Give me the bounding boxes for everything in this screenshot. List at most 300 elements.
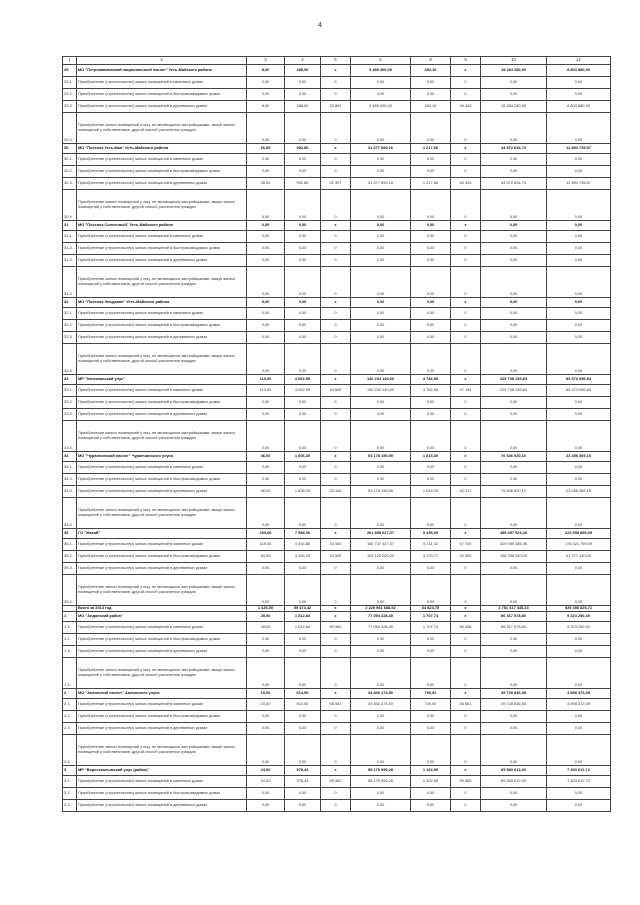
value-cell: 53 178 150,95 [351, 486, 411, 498]
description-cell: Всего за 2014 год [77, 606, 247, 612]
value-cell: 288,50 [285, 65, 321, 77]
column-header: 9 [451, 57, 481, 65]
value-cell: 0 [451, 113, 481, 144]
row-number-cell: 35.2. [63, 551, 77, 563]
value-cell: 0,00 [481, 734, 547, 765]
value-cell: 614,50 [285, 688, 321, 698]
description-cell: Приобретение (строительство) жилых помещений в каменных домах [77, 385, 247, 397]
description-cell: Приобретение (строительство) жилых помещений в быстровозводимых домах [77, 320, 247, 332]
value-cell: 0,00 [547, 498, 611, 529]
value-cell: 0,00 [411, 190, 451, 221]
value-cell: 0,00 [247, 255, 285, 267]
row-number-cell: 31.1. [63, 231, 77, 243]
value-cell: 34 830 474,50 [351, 688, 411, 698]
value-cell: 1 217,66 [411, 178, 451, 190]
value-cell: 0,00 [351, 113, 411, 144]
table-row [63, 154, 611, 166]
value-cell: 0,00 [411, 113, 451, 144]
value-cell: 0,00 [481, 320, 547, 332]
value-cell: 0,00 [285, 320, 321, 332]
row-number-cell: 2.3. [63, 722, 77, 734]
description-cell: Приобретение (строительство) жилых помещений в деревянных домах [77, 722, 247, 734]
value-cell: 0,00 [285, 498, 321, 529]
value-cell: 0,00 [351, 77, 411, 89]
table-row [63, 77, 611, 89]
row-number-cell: 29.4. [63, 113, 77, 144]
value-cell: 0,00 [547, 474, 611, 486]
value-cell: 0,00 [481, 89, 547, 101]
description-cell: Приобретение (строительство) жилых помещений в деревянных домах [77, 799, 247, 811]
value-cell: 0,00 [411, 166, 451, 178]
value-cell: 0 [451, 166, 481, 178]
value-cell: 0,00 [547, 320, 611, 332]
value-cell: 0,00 [481, 344, 547, 375]
value-cell: 7 403 612,72 [547, 775, 611, 787]
value-cell: 0,00 [547, 344, 611, 375]
value-cell: 140 234 140,00 [351, 385, 411, 397]
value-cell: 8 803 880,30 [547, 101, 611, 113]
value-cell: 0 [451, 89, 481, 101]
value-cell: 40 443 [451, 101, 481, 113]
row-number-cell: 32.2. [63, 320, 77, 332]
value-cell: 0,00 [481, 722, 547, 734]
table-row [63, 267, 611, 298]
row-number-cell: 34.1. [63, 462, 77, 474]
value-cell: 0,00 [285, 113, 321, 144]
value-cell: 452,10 [411, 101, 451, 113]
value-cell: 0 [451, 563, 481, 575]
value-cell: 0,00 [411, 799, 451, 811]
value-cell: 0,00 [481, 308, 547, 320]
value-cell: 0,00 [547, 633, 611, 645]
description-cell: ГО "Жатай" [77, 529, 247, 539]
description-cell: Приобретение (строительство) жилых помещений в каменных домах [77, 462, 247, 474]
value-cell: 47 194 [451, 385, 481, 397]
value-cell: 0,00 [247, 221, 285, 231]
municipality-row [63, 144, 611, 154]
value-cell: 0 [321, 657, 351, 688]
value-cell: 0,00 [547, 710, 611, 722]
value-cell: 288,50 [285, 101, 321, 113]
value-cell: 18 284 280,30 [481, 101, 547, 113]
value-cell: 34 440 [321, 539, 351, 551]
description-cell: Приобретение (строительство) жилых помещений в быстровозводимых домах [77, 89, 247, 101]
table-row [63, 698, 611, 710]
municipality-row [63, 688, 611, 698]
value-cell: 0,00 [411, 332, 451, 344]
table-row [63, 409, 611, 421]
description-cell: МО "Поселок Усть-Мая" Усть-Майского района [77, 144, 247, 154]
value-cell: 0,00 [351, 332, 411, 344]
value-cell: 0 [451, 267, 481, 298]
value-cell: 0,00 [411, 320, 451, 332]
value-cell: 0,00 [351, 645, 411, 657]
value-cell: 0,00 [547, 255, 611, 267]
table-row [63, 166, 611, 178]
row-number-cell: 3 [63, 765, 77, 775]
value-cell: x [451, 606, 481, 612]
value-cell: 0,00 [351, 734, 411, 765]
value-cell: 0,00 [481, 409, 547, 421]
value-cell: 86 317 578,80 [481, 621, 547, 633]
value-cell: 0,00 [481, 474, 547, 486]
value-cell: 84,00 [247, 551, 285, 563]
value-cell: 4 062,55 [285, 385, 321, 397]
value-cell: 0,00 [247, 575, 285, 606]
description-cell: Приобретение (строительство) жилых помещений в деревянных домах [77, 255, 247, 267]
value-cell: 0 [321, 255, 351, 267]
value-cell: 0 [321, 89, 351, 101]
value-cell: 0,00 [547, 243, 611, 255]
value-cell: 0,00 [247, 298, 285, 308]
value-cell: 0,00 [481, 563, 547, 575]
description-cell: Приобретение жилых помещений у лиц, не являющихся застройщиками, выкуп жилых помещений у собственников, другой способ расселения граждан [77, 267, 247, 298]
value-cell: 0,00 [285, 563, 321, 575]
value-cell: 0,00 [351, 320, 411, 332]
value-cell: 0,00 [247, 166, 285, 178]
value-cell: 225 708 136,84 [481, 385, 547, 397]
value-cell: 0,00 [411, 77, 451, 89]
value-cell: 0,00 [285, 734, 321, 765]
value-cell: 4 782,56 [411, 385, 451, 397]
value-cell: 203,00 [247, 529, 285, 539]
value-cell: 19,00 [247, 688, 285, 698]
row-number-cell: 31.4. [63, 267, 77, 298]
column-header: 3 [247, 57, 285, 65]
value-cell: 1 512,84 [285, 621, 321, 633]
value-cell: 8 803 880,30 [547, 65, 611, 77]
value-cell: 76 636 520,10 [481, 452, 547, 462]
value-cell: 485 457 523,46 [481, 529, 547, 539]
value-cell: 44 572 634,73 [481, 144, 547, 154]
value-cell: 24,00 [247, 765, 285, 775]
value-cell: 1 102,95 [411, 775, 451, 787]
value-cell: 19,00 [247, 698, 285, 710]
value-cell: 0,00 [351, 462, 411, 474]
value-cell: 0 [321, 787, 351, 799]
value-cell: 7 589,06 [285, 529, 321, 539]
row-number-cell: 29.2. [63, 89, 77, 101]
value-cell: 28,00 [247, 611, 285, 621]
value-cell: 0 [451, 308, 481, 320]
value-cell: 4 782,56 [411, 375, 451, 385]
value-cell: 176 321 759,09 [547, 539, 611, 551]
value-cell: 53 178 150,95 [351, 452, 411, 462]
description-cell: Приобретение (строительство) жилых помещений в быстровозводимых домах [77, 166, 247, 178]
value-cell: 0,00 [351, 221, 411, 231]
description-cell: Приобретение (строительство) жилых помещений в деревянных домах [77, 101, 247, 113]
value-cell: 0,00 [351, 344, 411, 375]
column-number-header-row [63, 57, 611, 65]
value-cell: 0,00 [247, 243, 285, 255]
value-cell: 0,00 [411, 633, 451, 645]
table-row [63, 178, 611, 190]
value-cell: 0,00 [481, 657, 547, 688]
value-cell: 0 [321, 633, 351, 645]
value-cell: x [321, 765, 351, 775]
value-cell: 0,00 [247, 474, 285, 486]
value-cell: 34 595 [321, 551, 351, 563]
value-cell: 0,00 [285, 89, 321, 101]
value-cell: 0,00 [411, 243, 451, 255]
value-cell: 9 223 250,40 [547, 611, 611, 621]
row-number-cell: 32.4. [63, 344, 77, 375]
value-cell: 0,00 [247, 308, 285, 320]
description-cell: Приобретение жилых помещений у лиц, не являющихся застройщиками, выкуп жилых помещений у собственников, другой способ расселения граждан [77, 421, 247, 452]
value-cell: 0,00 [351, 89, 411, 101]
description-cell: Приобретение жилых помещений у лиц, не являющихся застройщиками, выкуп жилых помещений у собственников, другой способ расселения граждан [77, 344, 247, 375]
row-number-cell: 31 [63, 221, 77, 231]
row-number-cell: 31.3. [63, 255, 77, 267]
row-number-cell: 35.4. [63, 575, 77, 606]
row-number-cell: 1.4. [63, 657, 77, 688]
value-cell: 0,00 [547, 787, 611, 799]
value-cell: 0,00 [411, 154, 451, 166]
value-cell: 0,00 [247, 190, 285, 221]
value-cell: 0,00 [547, 462, 611, 474]
value-cell: 0,00 [547, 409, 611, 421]
value-cell: 0,00 [411, 575, 451, 606]
value-cell: 0,00 [351, 409, 411, 421]
value-cell: 59 462 [321, 775, 351, 787]
value-cell: 0,00 [285, 332, 321, 344]
value-cell: x [321, 529, 351, 539]
value-cell: 0,00 [481, 710, 547, 722]
municipality-row [63, 65, 611, 77]
value-cell: 0,00 [247, 267, 285, 298]
value-cell: 0,00 [351, 633, 411, 645]
value-cell: 0,00 [481, 77, 547, 89]
value-cell: 0 [451, 397, 481, 409]
value-cell: 992,80 [285, 144, 321, 154]
description-cell: Приобретение (строительство) жилых помещений в каменных домах [77, 698, 247, 710]
table-row [63, 799, 611, 811]
value-cell: 0,00 [247, 77, 285, 89]
value-cell: 12 894 735,57 [547, 178, 611, 190]
value-cell: 0 [321, 267, 351, 298]
description-cell: Приобретение (строительство) жилых помещений в быстровозводимых домах [77, 551, 247, 563]
value-cell: 0,00 [481, 645, 547, 657]
value-cell: 1 102,95 [411, 765, 451, 775]
value-cell: 1 512,84 [285, 611, 321, 621]
value-cell: 0,00 [285, 633, 321, 645]
value-cell: 329 059 186,46 [481, 539, 547, 551]
municipality-row [63, 452, 611, 462]
value-cell: 525 455 826,71 [547, 606, 611, 612]
row-number-cell: 35 [63, 529, 77, 539]
value-cell: 261 858 627,37 [351, 529, 411, 539]
value-cell: 0,00 [547, 308, 611, 320]
description-cell: Приобретение жилых помещений у лиц, не являющихся застройщиками, выкуп жилых помещений у собственников, другой способ расселения граждан [77, 113, 247, 144]
value-cell: 0,00 [411, 462, 451, 474]
value-cell: 0,00 [285, 231, 321, 243]
value-cell: 140 234 140,00 [351, 375, 411, 385]
value-cell: 42 217 [451, 486, 481, 498]
value-cell: x [321, 298, 351, 308]
resettlement-table-sheet [62, 56, 610, 812]
value-cell: 0 [451, 344, 481, 375]
value-cell: 0 [451, 190, 481, 221]
table-row [63, 344, 611, 375]
value-cell: 0,00 [411, 89, 451, 101]
row-number-cell: 1.3. [63, 645, 77, 657]
value-cell: 1 606,30 [285, 452, 321, 462]
value-cell: x [321, 144, 351, 154]
description-cell: Приобретение (строительство) жилых помещений в деревянных домах [77, 645, 247, 657]
value-cell: 156 398 340,00 [481, 551, 547, 563]
value-cell: 2 225 961 688,52 [351, 606, 411, 612]
value-cell: 0,00 [481, 498, 547, 529]
description-cell: Приобретение (строительство) жилых помещений в каменных домах [77, 621, 247, 633]
value-cell: 85 373 996,84 [547, 385, 611, 397]
value-cell: 0,00 [547, 799, 611, 811]
description-cell: Приобретение (строительство) жилых помещений в деревянных домах [77, 486, 247, 498]
column-header: 8 [411, 57, 451, 65]
value-cell: 33 106 [321, 486, 351, 498]
description-cell: Приобретение жилых помещений у лиц, не являющихся застройщиками, выкуп жилых помещений у собственников, другой способ расселения граждан [77, 190, 247, 221]
value-cell: 0 [451, 799, 481, 811]
value-cell: 1 606,30 [285, 486, 321, 498]
value-cell: x [451, 765, 481, 775]
value-cell: 0 [321, 421, 351, 452]
value-cell: 113,00 [247, 375, 285, 385]
value-cell: 0 [321, 645, 351, 657]
value-cell: 0,00 [285, 190, 321, 221]
column-header: 6 [351, 57, 411, 65]
value-cell: 0 [321, 799, 351, 811]
municipality-row [63, 375, 611, 385]
value-cell: 0,00 [285, 344, 321, 375]
value-cell: 978,44 [285, 765, 321, 775]
value-cell: 0 [451, 657, 481, 688]
value-cell: 0,00 [411, 344, 451, 375]
value-cell: 0,00 [247, 633, 285, 645]
value-cell: 12 894 735,57 [547, 144, 611, 154]
value-cell: 0 [321, 243, 351, 255]
value-cell: 0 [321, 710, 351, 722]
value-cell: 76 636 520,10 [481, 486, 547, 498]
description-cell: Приобретение жилых помещений у лиц, не являющихся застройщиками, выкуп жилых помещений у собственников, другой способ расселения граждан [77, 498, 247, 529]
value-cell: 0,00 [481, 421, 547, 452]
municipality-row [63, 221, 611, 231]
table-row [63, 101, 611, 113]
value-cell: 0,00 [411, 308, 451, 320]
value-cell: 0,00 [351, 474, 411, 486]
value-cell: 0,00 [547, 154, 611, 166]
value-cell: 50 960 [321, 621, 351, 633]
row-number-cell: 32.1. [63, 308, 77, 320]
value-cell: 0,00 [351, 787, 411, 799]
value-cell: 0,00 [481, 231, 547, 243]
description-cell: Приобретение (строительство) жилых помещений в быстровозводимых домах [77, 397, 247, 409]
value-cell: 0,00 [351, 298, 411, 308]
row-number-cell: 3.2. [63, 787, 77, 799]
resettlement-table [62, 56, 611, 812]
table-row [63, 775, 611, 787]
value-cell: 0,00 [247, 154, 285, 166]
row-number-cell: 30.4. [63, 190, 77, 221]
value-cell: 1 426,00 [247, 606, 285, 612]
column-header: 10 [481, 57, 547, 65]
table-row [63, 633, 611, 645]
value-cell: 0,00 [547, 575, 611, 606]
value-cell: 39 728 846,58 [481, 698, 547, 710]
value-cell: 0,00 [547, 166, 611, 178]
row-number-cell: 1.1. [63, 621, 77, 633]
value-cell: 77 094 328,40 [351, 611, 411, 621]
value-cell: 5 711,32 [411, 539, 451, 551]
value-cell: 0,00 [285, 575, 321, 606]
value-cell: 113,00 [247, 385, 285, 397]
description-cell: Приобретение (строительство) жилых помещений в быстровозводимых домах [77, 633, 247, 645]
value-cell: 58 179 999,28 [351, 765, 411, 775]
value-cell: 614,50 [285, 698, 321, 710]
row-number-cell: 2.1. [63, 698, 77, 710]
value-cell: 0,00 [351, 498, 411, 529]
value-cell: 0,00 [411, 255, 451, 267]
table-row [63, 657, 611, 688]
value-cell: 23 458 369,15 [547, 486, 611, 498]
value-cell: 0,00 [351, 190, 411, 221]
value-cell: x [451, 611, 481, 621]
value-cell: 0,00 [481, 633, 547, 645]
row-number-cell: 35.1. [63, 539, 77, 551]
value-cell: x [451, 298, 481, 308]
value-cell: 0,00 [547, 221, 611, 231]
value-cell: 4 898 372,08 [547, 688, 611, 698]
value-cell: 42 000 [451, 551, 481, 563]
value-cell: 0,00 [547, 190, 611, 221]
value-cell: 0,00 [481, 221, 547, 231]
value-cell: 9 489 400,00 [351, 101, 411, 113]
value-cell: 7 403 612,72 [547, 765, 611, 775]
municipality-row [63, 529, 611, 539]
row-number-cell: 31.2. [63, 243, 77, 255]
table-row [63, 385, 611, 397]
value-cell: 0,00 [351, 154, 411, 166]
value-cell: 0 [451, 498, 481, 529]
value-cell: 46,00 [247, 452, 285, 462]
value-cell: 0,00 [247, 722, 285, 734]
value-cell: 0,00 [411, 645, 451, 657]
table-row [63, 462, 611, 474]
row-number-cell: 33.1. [63, 385, 77, 397]
value-cell: 0,00 [285, 645, 321, 657]
value-cell: 26,00 [247, 178, 285, 190]
value-cell: 0,00 [247, 710, 285, 722]
description-cell: Приобретение (строительство) жилых помещений в быстровозводимых домах [77, 474, 247, 486]
value-cell: 46,00 [247, 486, 285, 498]
description-cell: Приобретение жилых помещений у лиц, не являющихся застройщиками, выкуп жилых помещений у собственников, другой способ расселения граждан [77, 734, 247, 765]
value-cell: 0,00 [247, 799, 285, 811]
value-cell: 0 [321, 563, 351, 575]
value-cell: 0,00 [481, 462, 547, 474]
value-cell: 86 317 578,80 [481, 611, 547, 621]
value-cell: 0,00 [481, 243, 547, 255]
value-cell: 0 [451, 421, 481, 452]
value-cell: 0,00 [285, 462, 321, 474]
value-cell: 0,00 [247, 89, 285, 101]
table-row [63, 190, 611, 221]
value-cell: 0 [451, 154, 481, 166]
value-cell: 0,00 [285, 421, 321, 452]
value-cell: 9 223 250,40 [547, 621, 611, 633]
value-cell: 0,00 [481, 255, 547, 267]
table-row [63, 474, 611, 486]
description-cell: Приобретение (строительство) жилых помещений в быстровозводимых домах [77, 787, 247, 799]
value-cell: 0,00 [351, 722, 411, 734]
value-cell: x [451, 529, 481, 539]
